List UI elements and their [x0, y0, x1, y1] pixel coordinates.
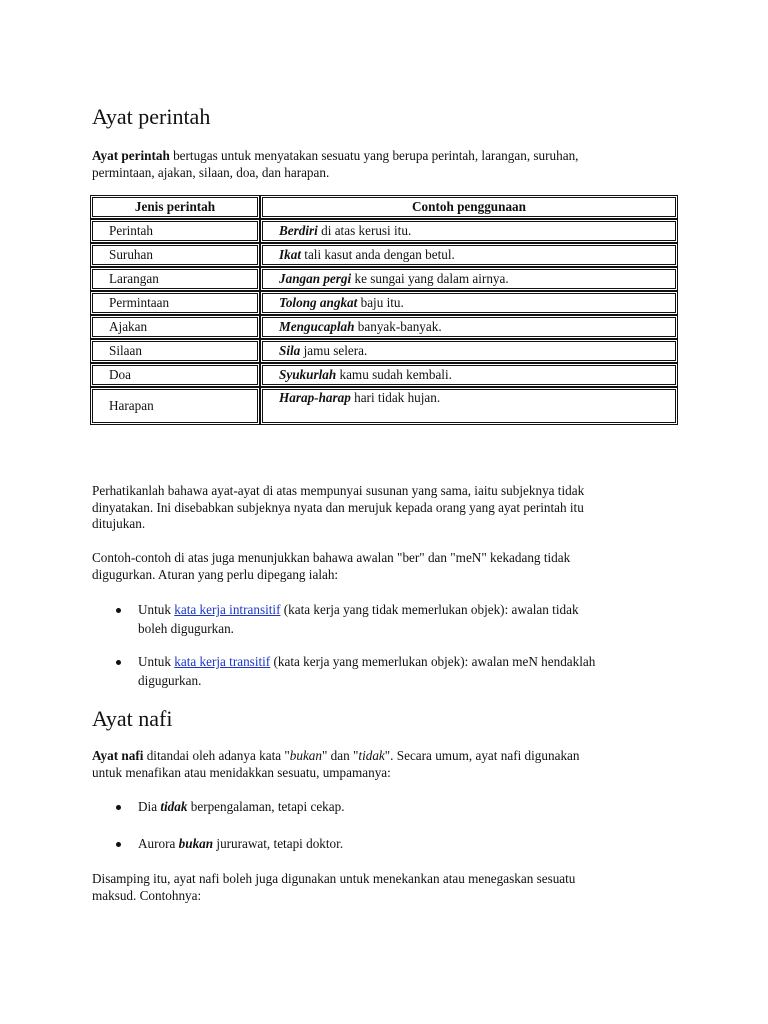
contoh-keyword: Jangan pergi — [279, 271, 352, 286]
rule-text-line2: digugurkan. — [138, 673, 202, 688]
contoh-keyword: Mengucaplah — [279, 319, 355, 334]
jenis-cell: Silaan — [90, 339, 260, 363]
list-item — [92, 834, 692, 853]
list-item — [92, 797, 692, 816]
rule-prefix: Untuk — [138, 602, 175, 617]
table-row — [90, 291, 678, 315]
link-kata-kerja-transitif[interactable]: kata kerja transitif — [174, 654, 271, 669]
contoh-cell — [260, 387, 678, 425]
examples-list — [92, 797, 692, 816]
contoh-keyword: Sila — [279, 343, 301, 358]
contoh-text: hari tidak hujan. — [350, 390, 441, 405]
text-line: Disamping itu, ayat nafi boleh juga digunakan untuk menekankan atau menegaskan sesuatu — [92, 871, 576, 886]
contoh-cell — [260, 315, 678, 339]
contoh-text: di atas kerusi itu. — [317, 223, 412, 238]
list-item — [92, 652, 692, 690]
rule-text-line2: boleh digugurkan. — [138, 621, 234, 636]
intro-text: " dan " — [322, 748, 359, 763]
table-header-jenis: Jenis perintah — [90, 195, 260, 219]
bullet-icon — [116, 842, 121, 847]
contoh-text: jamu selera. — [300, 343, 368, 358]
contoh-keyword: Syukurlah — [279, 367, 337, 382]
contoh-cell — [260, 291, 678, 315]
contoh-keyword: Ikat — [279, 247, 301, 262]
contoh-keyword: Tolong angkat — [279, 295, 358, 310]
table-row — [90, 219, 678, 243]
section-title-ayat-nafi: Ayat nafi — [92, 706, 173, 731]
intro-term: Ayat nafi — [92, 748, 144, 763]
jenis-cell: Larangan — [90, 267, 260, 291]
section-title-ayat-perintah: Ayat perintah — [92, 104, 211, 129]
contoh-keyword: Berdiri — [279, 223, 318, 238]
contoh-cell — [260, 243, 678, 267]
jenis-cell: Harapan — [90, 387, 260, 425]
contoh-cell — [260, 363, 678, 387]
jenis-cell: Ajakan — [90, 315, 260, 339]
text-line: maksud. Contohnya: — [92, 887, 202, 903]
table-row — [90, 387, 678, 425]
jenis-cell: Suruhan — [90, 243, 260, 267]
text-line: Contoh-contoh di atas juga menunjukkan bahawa awalan "ber" dan "meN" kekadang tidak — [92, 550, 571, 565]
contoh-text: tali kasut anda dengan betul. — [300, 247, 455, 262]
intro-text-line2: permintaan, ajakan, silaan, doa, dan harapan. — [92, 164, 330, 180]
jenis-cell: Doa — [90, 363, 260, 387]
table-row — [90, 339, 678, 363]
example-text: Aurora — [138, 836, 179, 851]
rules-list — [92, 600, 692, 638]
bullet-icon — [116, 660, 121, 665]
intro-text: ditandai oleh adanya kata " — [143, 748, 290, 763]
examples-list — [92, 834, 692, 853]
example-text: Dia — [138, 799, 161, 814]
text-line: digugurkan. Aturan yang perlu dipegang ialah: — [92, 566, 339, 582]
link-kata-kerja-intransitif[interactable]: kata kerja intransitif — [174, 602, 281, 617]
intro-text: ". Secara umum, ayat nafi digunakan — [384, 748, 580, 763]
text-line: dinyatakan. Ini disebabkan subjeknya nyata dan merujuk kepada orang yang ayat perintah itu — [92, 499, 584, 515]
table-row — [90, 243, 678, 267]
example-text: jururawat, tetapi doktor. — [213, 836, 344, 851]
rules-list — [92, 652, 692, 690]
example-text: berpengalaman, tetapi cekap. — [187, 799, 345, 814]
example-keyword: bukan — [178, 836, 214, 851]
word-tidak: tidak — [358, 748, 385, 763]
perintah-table — [90, 195, 678, 425]
table-header-contoh: Contoh penggunaan — [260, 195, 678, 219]
table-row — [90, 363, 678, 387]
text-line: ditujukan. — [92, 516, 146, 531]
table-header-row — [90, 195, 678, 219]
contoh-cell — [260, 267, 678, 291]
rule-text: (kata kerja yang memerlukan objek): awalan meN hendaklah — [270, 654, 596, 669]
intro-paragraph-nafi — [92, 748, 682, 781]
word-bukan: bukan — [289, 748, 322, 763]
paragraph-disamping — [92, 871, 682, 904]
intro-term: Ayat perintah — [92, 148, 170, 163]
example-keyword: tidak — [160, 799, 188, 814]
contoh-text: banyak-banyak. — [354, 319, 442, 334]
bullet-icon — [116, 608, 121, 613]
paragraph-contoh — [92, 550, 682, 583]
jenis-cell: Permintaan — [90, 291, 260, 315]
jenis-cell: Perintah — [90, 219, 260, 243]
table-row — [90, 267, 678, 291]
text-line: Perhatikanlah bahawa ayat-ayat di atas mempunyai susunan yang sama, iaitu subjeknya tidak — [92, 483, 585, 498]
intro-paragraph-perintah — [92, 148, 682, 181]
paragraph-perhatikan — [92, 483, 682, 533]
contoh-text: baju itu. — [357, 295, 404, 310]
contoh-keyword: Harap-harap — [279, 390, 351, 405]
contoh-text: ke sungai yang dalam airnya. — [351, 271, 509, 286]
contoh-text: kamu sudah kembali. — [336, 367, 452, 382]
contoh-cell — [260, 219, 678, 243]
bullet-icon — [116, 805, 121, 810]
intro-text: bertugas untuk menyatakan sesuatu yang berupa perintah, larangan, suruhan, — [169, 148, 579, 163]
rule-prefix: Untuk — [138, 654, 175, 669]
table-row — [90, 315, 678, 339]
contoh-cell — [260, 339, 678, 363]
list-item — [92, 600, 692, 638]
rule-text: (kata kerja yang tidak memerlukan objek): awalan tidak — [280, 602, 579, 617]
intro-text-line2: untuk menafikan atau menidakkan sesuatu, umpamanya: — [92, 764, 391, 780]
